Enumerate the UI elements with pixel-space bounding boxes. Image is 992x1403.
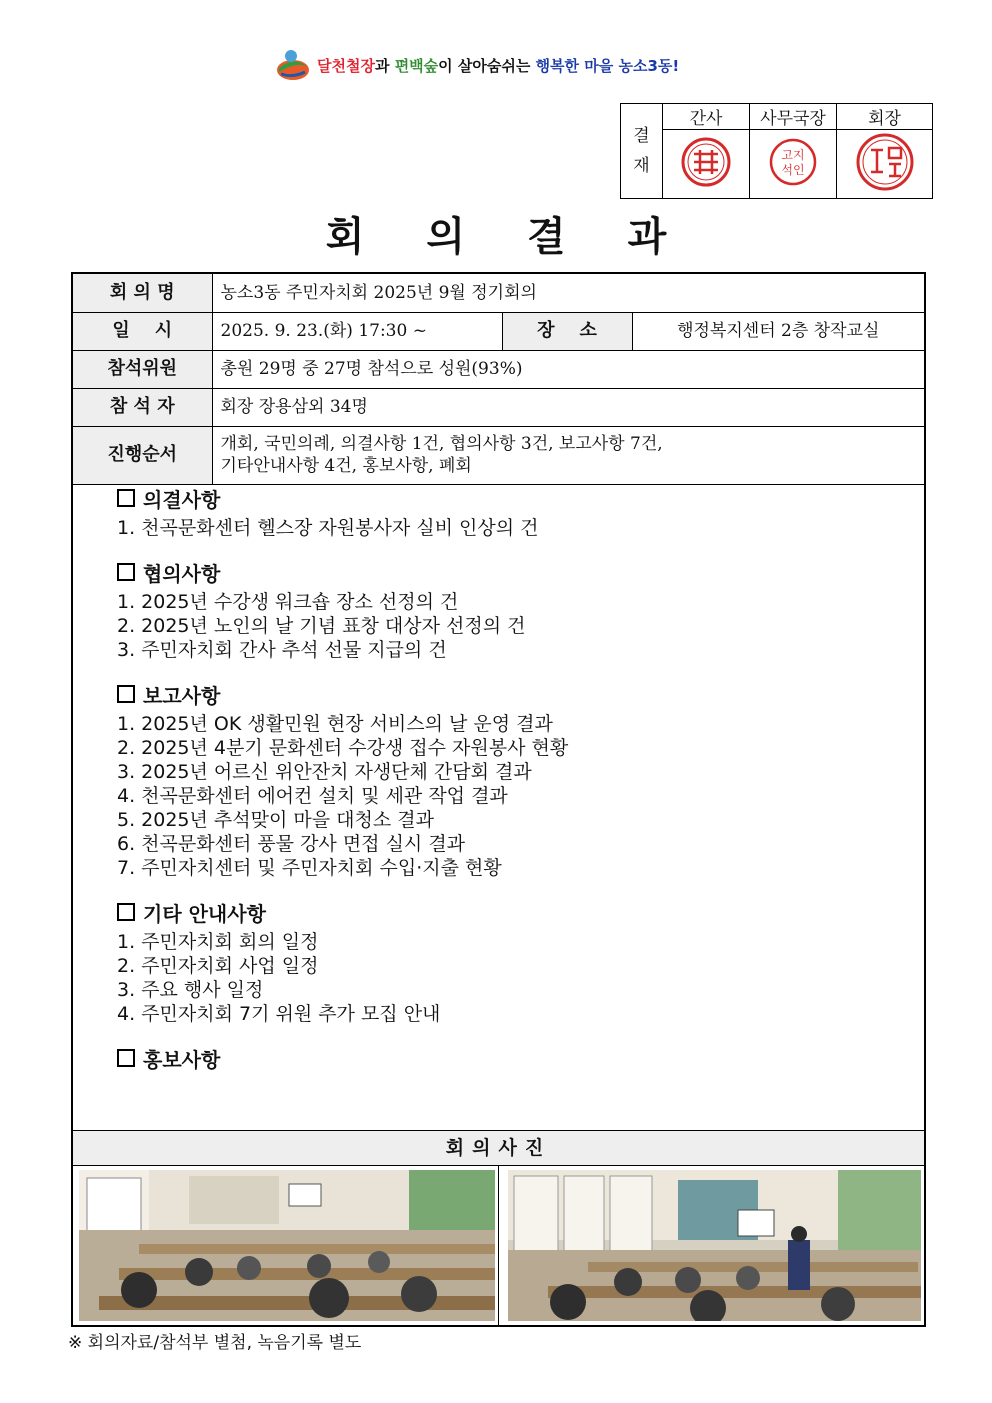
agenda-body bbox=[117, 484, 897, 1090]
minutes-frame bbox=[71, 272, 926, 1327]
meeting-place-label: 장 소 bbox=[502, 312, 632, 350]
section-title bbox=[117, 898, 897, 926]
section-other bbox=[117, 898, 897, 1026]
list-item: 1. 2025년 수강생 워크숍 장소 선정의 건 bbox=[117, 591, 459, 613]
list-item: 5. 2025년 추석맞이 마을 대청소 결과 bbox=[117, 809, 434, 831]
checkbox-icon bbox=[117, 1049, 135, 1067]
approval-side-label-1: 결 bbox=[633, 126, 650, 146]
slogan-part-5: 행복한 마을 농소3동! bbox=[535, 56, 680, 75]
list-item: 2. 2025년 노인의 날 기념 표창 대상자 선정의 건 bbox=[117, 615, 526, 637]
list-item: 6. 천곡문화센터 풍물 강사 면접 실시 결과 bbox=[117, 833, 466, 855]
meeting-info-table bbox=[73, 274, 924, 485]
slogan-part-4: 이 살아숨쉬는 bbox=[438, 56, 536, 75]
meeting-place-value: 행정복지센터 2층 창작교실 bbox=[632, 312, 924, 350]
approval-side-label-2: 재 bbox=[633, 156, 650, 176]
approval-seal-secretary bbox=[663, 130, 750, 199]
approval-box bbox=[620, 103, 933, 199]
slogan-part-2: 과 bbox=[374, 56, 395, 75]
list-item: 3. 주민자치회 간사 추석 선물 지급의 건 bbox=[117, 639, 447, 661]
section-title-text: 홍보사항 bbox=[143, 1047, 221, 1072]
list-item: 4. 천곡문화센터 에어컨 설치 및 세관 작업 결과 bbox=[117, 785, 508, 807]
meeting-photos bbox=[73, 1166, 924, 1325]
footnote: ※ 회의자료/참석부 별첨, 녹음기록 별도 bbox=[68, 1333, 362, 1353]
slogan-banner bbox=[275, 48, 679, 82]
attendees-value: 회장 장용삼외 34명 bbox=[212, 388, 924, 426]
checkbox-icon bbox=[117, 489, 135, 507]
seal-text-top: 고지 bbox=[781, 148, 805, 162]
photo-divider bbox=[498, 1166, 499, 1325]
members-value: 총원 29명 중 27명 참석으로 성원(93%) bbox=[212, 350, 924, 388]
red-seal-icon bbox=[855, 132, 915, 192]
list-item: 3. 2025년 어르신 위안잔치 자생단체 간담회 결과 bbox=[117, 761, 532, 783]
section-promo bbox=[117, 1044, 897, 1072]
list-item: 2. 주민자치회 사업 일정 bbox=[117, 955, 319, 977]
slogan-text bbox=[317, 55, 679, 76]
list-item: 2. 2025년 4분기 문화센터 수강생 접수 자원봉사 현황 bbox=[117, 737, 569, 759]
section-title bbox=[117, 558, 897, 586]
slogan-part-3: 편백숲 bbox=[394, 56, 439, 75]
order-line-1: 개회, 국민의례, 의결사항 1건, 협의사항 3건, 보고사항 7건, bbox=[220, 434, 663, 454]
photos-header: 회의사진 bbox=[73, 1130, 924, 1166]
order-line-2: 기타안내사항 4건, 홍보사항, 폐회 bbox=[220, 456, 472, 476]
list-item: 1. 2025년 OK 생활민원 현장 서비스의 날 운영 결과 bbox=[117, 713, 553, 735]
section-resolution bbox=[117, 484, 897, 540]
order-label: 진행순서 bbox=[73, 426, 212, 484]
slogan-part-1: 달천철장 bbox=[317, 56, 375, 75]
approval-seal-chair bbox=[837, 130, 933, 199]
section-title-text: 협의사항 bbox=[143, 561, 221, 586]
meeting-photo-1 bbox=[79, 1170, 495, 1321]
approval-header-director: 사무국장 bbox=[750, 104, 837, 130]
meeting-photo-2 bbox=[508, 1170, 921, 1321]
list-item: 1. 주민자치회 회의 일정 bbox=[117, 931, 319, 953]
section-title-text: 의결사항 bbox=[143, 487, 221, 512]
section-report bbox=[117, 680, 897, 880]
attendees-label: 참 석 자 bbox=[73, 388, 212, 426]
meeting-date-value: 2025. 9. 23.(화) 17:30 ~ bbox=[212, 312, 502, 350]
list-item: 1. 천곡문화센터 헬스장 자원봉사자 실비 인상의 건 bbox=[117, 517, 539, 539]
village-logo-icon bbox=[275, 48, 311, 82]
list-item: 7. 주민자치센터 및 주민자치회 수입·지출 현황 bbox=[117, 857, 502, 879]
meeting-name-value: 농소3동 주민자치회 2025년 9월 정기회의 bbox=[212, 274, 924, 312]
red-seal-icon bbox=[680, 136, 732, 188]
checkbox-icon bbox=[117, 903, 135, 921]
red-seal-icon bbox=[767, 136, 819, 188]
section-title bbox=[117, 1044, 897, 1072]
approval-side-label bbox=[621, 104, 663, 199]
approval-header-secretary: 간사 bbox=[663, 104, 750, 130]
order-value bbox=[212, 426, 924, 484]
document-title: 회의결과 bbox=[325, 214, 729, 260]
approval-header-chair: 회장 bbox=[837, 104, 933, 130]
section-discussion bbox=[117, 558, 897, 662]
seal-text-bottom: 석인 bbox=[781, 163, 805, 177]
list-item: 3. 주요 행사 일정 bbox=[117, 979, 264, 1001]
members-label: 참석위원 bbox=[73, 350, 212, 388]
meeting-name-label: 회 의 명 bbox=[73, 274, 212, 312]
checkbox-icon bbox=[117, 685, 135, 703]
section-title bbox=[117, 484, 897, 512]
section-title bbox=[117, 680, 897, 708]
list-item: 4. 주민자치회 7기 위원 추가 모집 안내 bbox=[117, 1003, 441, 1025]
approval-seal-director bbox=[750, 130, 837, 199]
checkbox-icon bbox=[117, 563, 135, 581]
section-title-text: 기타 안내사항 bbox=[143, 901, 266, 926]
section-title-text: 보고사항 bbox=[143, 683, 221, 708]
meeting-date-label: 일 시 bbox=[73, 312, 212, 350]
